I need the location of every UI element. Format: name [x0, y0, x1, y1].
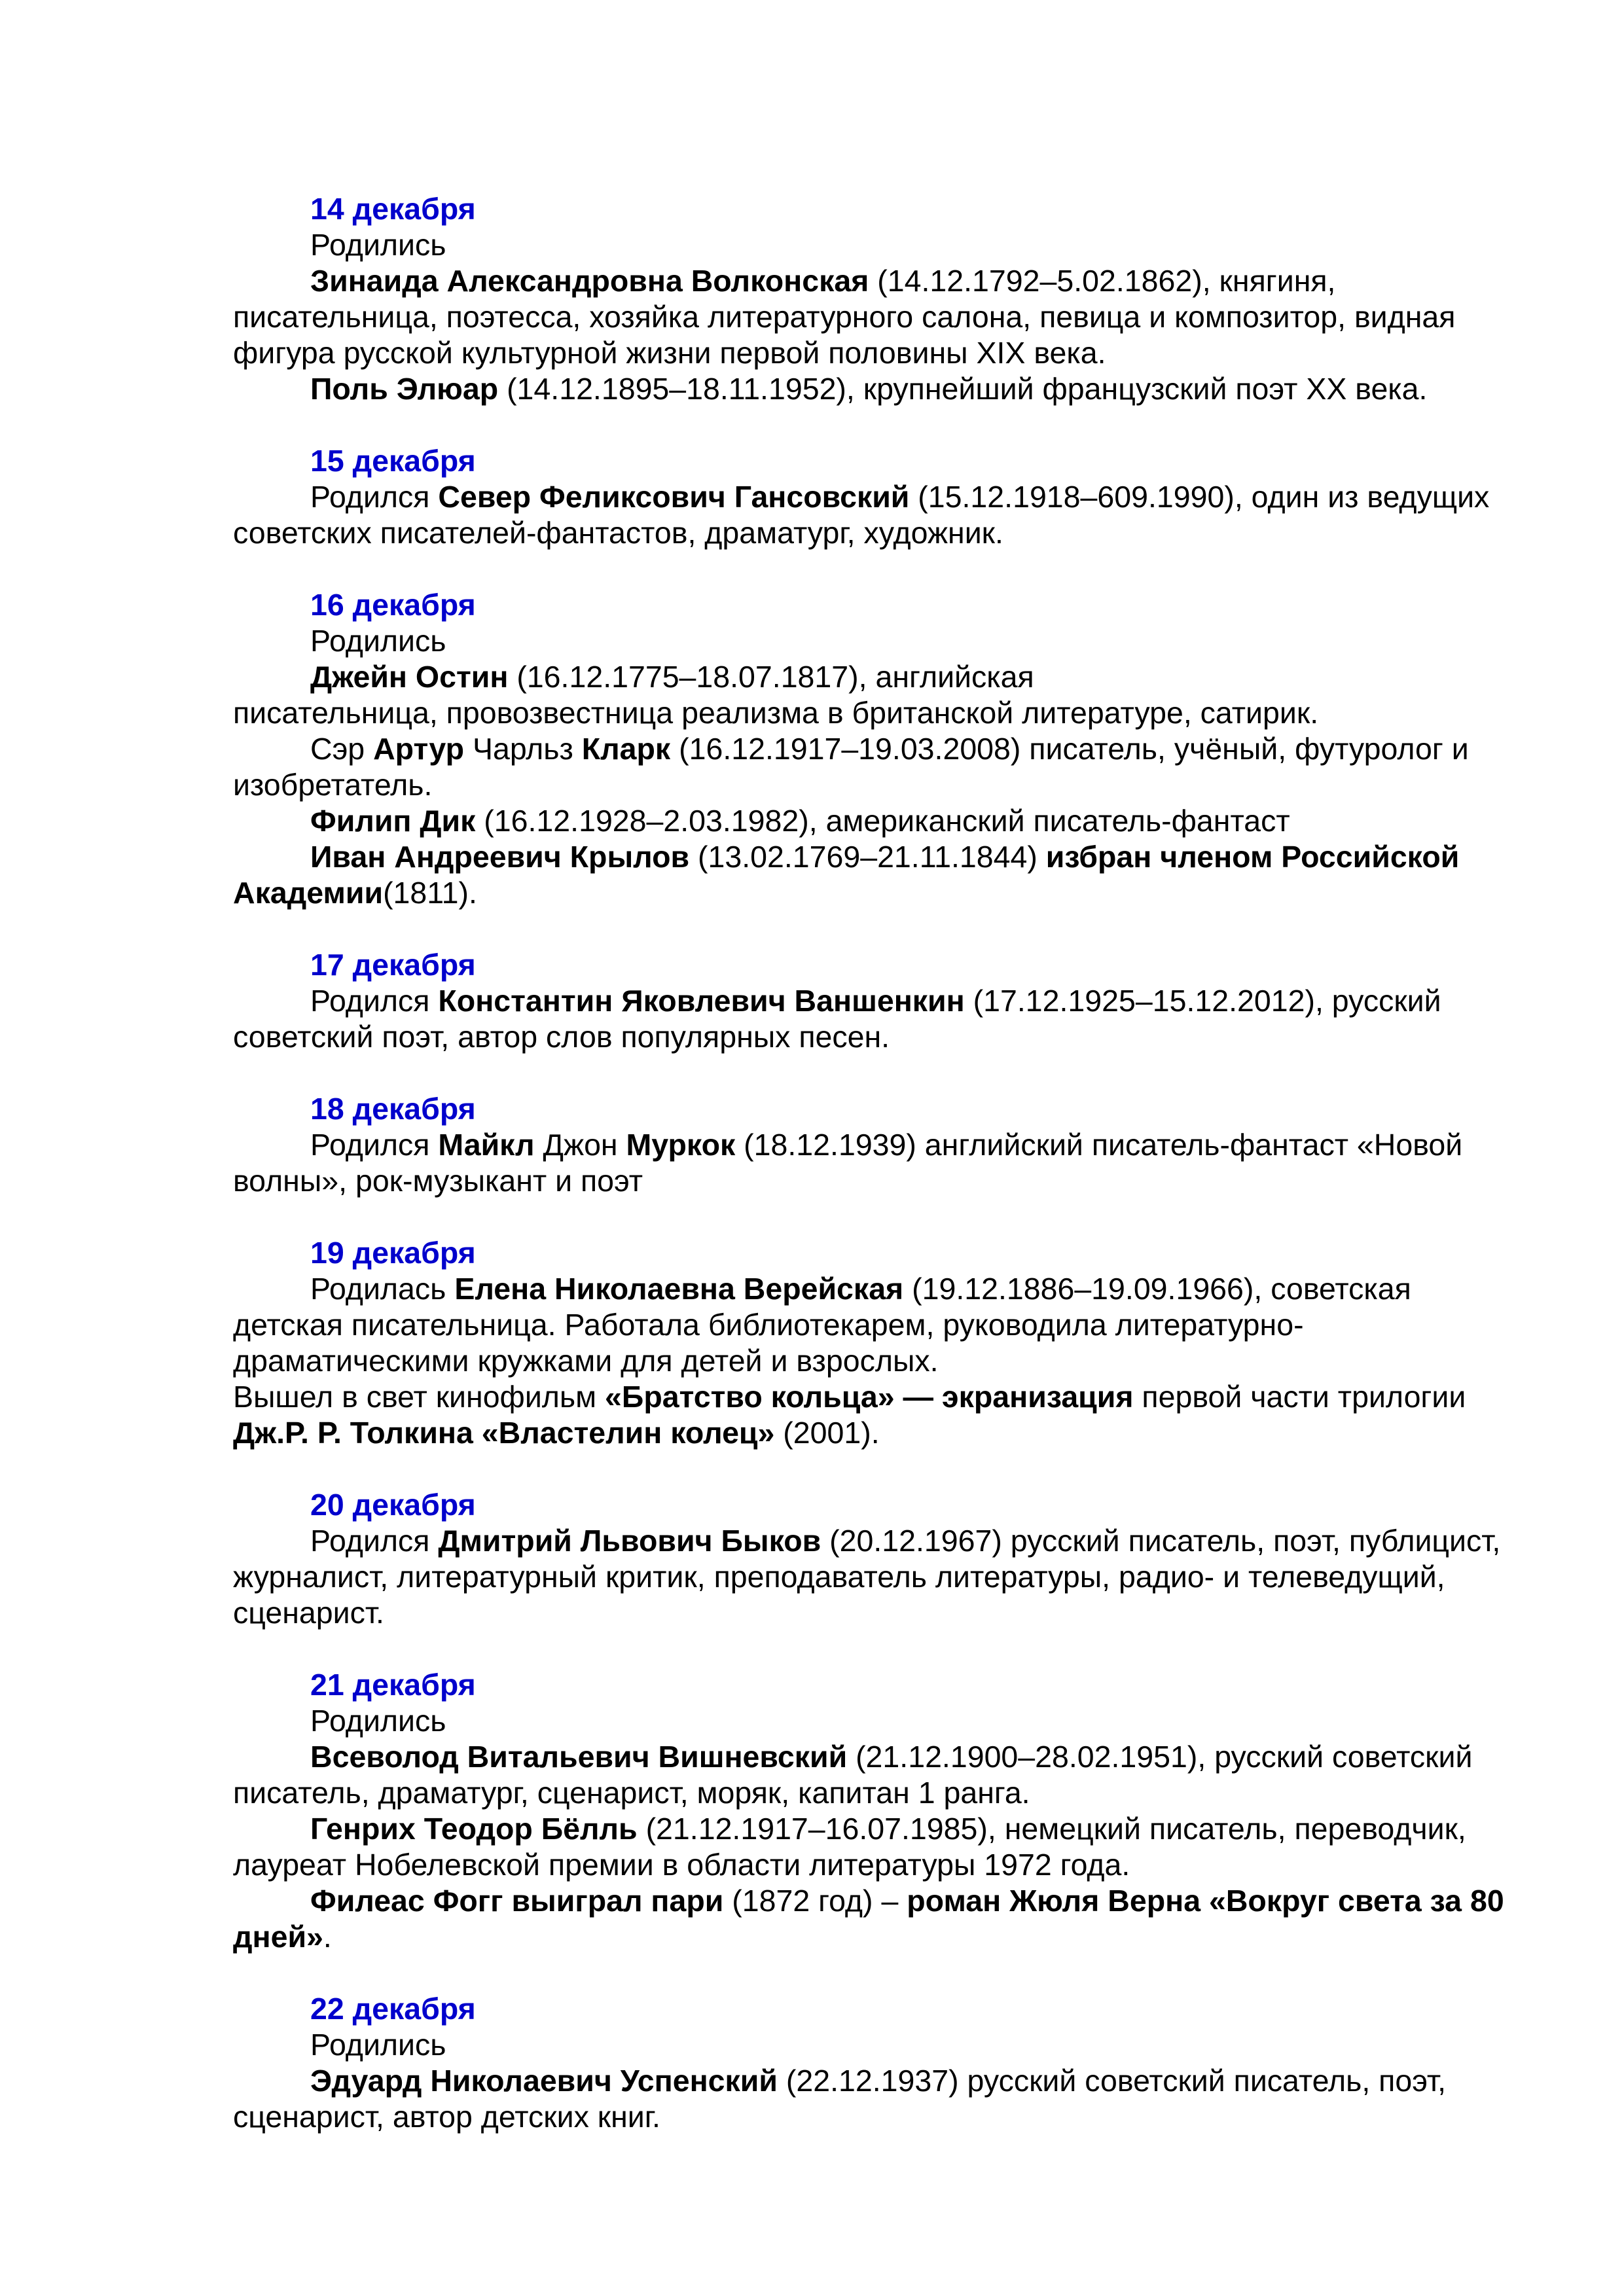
paragraph — [233, 1379, 1516, 1451]
date-heading: 21 декабря — [310, 1668, 476, 1702]
paragraph — [233, 263, 1516, 371]
bold-text: роман Жюля Верна «Вокруг света за 80 дней» — [233, 1884, 1504, 1954]
paragraph — [233, 1703, 1516, 1739]
date-entry — [233, 1091, 1516, 1199]
date-heading: 16 декабря — [310, 588, 476, 622]
text-run: (20.12.1967) русский писатель, поэт, публицист, журналист, литературный критик, преподаватель литературы, радио- и телеведущий, сценарист. — [233, 1524, 1501, 1630]
text-run: (2001). — [774, 1416, 880, 1450]
paragraph — [233, 839, 1516, 911]
bold-text: Эдуард Николаевич Успенский — [310, 2064, 778, 2098]
text-run: Родились — [310, 228, 446, 262]
date-heading: 17 декабря — [310, 948, 476, 982]
text-run: Джон — [534, 1128, 626, 1162]
bold-text: Филеас Фогг выиграл пари — [310, 1884, 724, 1918]
bold-text: Дмитрий Львович Быков — [438, 1524, 821, 1558]
date-heading: 22 декабря — [310, 1992, 476, 2026]
text-run: Родился — [310, 984, 439, 1018]
document-body — [233, 191, 1516, 2171]
text-run: . — [323, 1920, 332, 1954]
date-entry — [233, 1991, 1516, 2135]
paragraph — [233, 2027, 1516, 2063]
paragraph — [233, 1811, 1516, 1883]
text-run: (21.12.1917–16.07.1985), немецкий писатель, переводчик, лауреат Нобелевской премии в области литературы 1972 года. — [233, 1812, 1466, 1882]
bold-text: «Братство кольца» — экранизация — [605, 1380, 1134, 1414]
bold-text: Генрих Теодор Бёлль — [310, 1812, 638, 1846]
bold-text: Майкл — [438, 1128, 535, 1162]
paragraph — [233, 803, 1516, 839]
text-run: Родились — [310, 1704, 446, 1738]
text-run: (18.12.1939) английский писатель-фантаст «Новой волны», рок-музыкант и поэт — [233, 1128, 1463, 1198]
bold-text: Артур — [373, 732, 465, 766]
paragraph — [233, 227, 1516, 263]
date-heading: 15 декабря — [310, 444, 476, 478]
bold-text: Дж.Р. Р. Толкина «Властелин колец» — [233, 1416, 775, 1450]
bold-text: Джейн Остин — [310, 660, 509, 694]
paragraph — [233, 695, 1516, 731]
date-entry — [233, 1487, 1516, 1631]
text-run: (14.12.1792–5.02.1862), княгиня, писательница, поэтесса, хозяйка литературного салона, певица и композитор, видная фигура русской культурной жизни первой половины XIX века. — [233, 264, 1456, 370]
text-run: (15.12.1918–609.1990), один из ведущих советских писателей-фантастов, драматург, художник. — [233, 480, 1490, 550]
date-entry — [233, 587, 1516, 911]
paragraph — [233, 731, 1516, 803]
date-entry — [233, 1667, 1516, 1955]
paragraph — [233, 371, 1516, 407]
date-heading: 19 декабря — [310, 1236, 476, 1270]
paragraph — [233, 1739, 1516, 1811]
text-run: (1811). — [383, 876, 477, 910]
text-run: Родились — [310, 624, 446, 658]
bold-text: Всеволод Витальевич Вишневский — [310, 1740, 848, 1774]
paragraph — [233, 623, 1516, 659]
bold-text: Север Феликсович Гансовский — [438, 480, 910, 514]
paragraph — [233, 1523, 1516, 1631]
paragraph — [233, 1127, 1516, 1199]
text-run: (19.12.1886–19.09.1966), советская детская писательница. Работала библиотекарем, руководила литературно-драматическими кружками для детей и взрослых. — [233, 1272, 1411, 1378]
bold-text: Филип Дик — [310, 804, 476, 838]
bold-text: Зинаида Александровна Волконская — [310, 264, 869, 298]
bold-text: Кларк — [581, 732, 671, 766]
text-run: Родился — [310, 1524, 439, 1558]
text-run: (14.12.1895–18.11.1952), крупнейший французский поэт XX века. — [498, 372, 1428, 406]
text-run: первой части трилогии — [1133, 1380, 1466, 1414]
text-run: Чарльз — [464, 732, 582, 766]
paragraph — [233, 2063, 1516, 2135]
text-run: Родилась — [310, 1272, 455, 1306]
date-entry — [233, 191, 1516, 407]
text-run: (16.12.1917–19.03.2008) писатель, учёный, футуролог и изобретатель. — [233, 732, 1469, 802]
text-run: Родился — [310, 1128, 439, 1162]
bold-text: Поль Элюар — [310, 372, 499, 406]
text-run: Родился — [310, 480, 439, 514]
text-run: писательница, провозвестница реализма в британской литературе, сатирик. — [233, 696, 1319, 730]
paragraph — [233, 983, 1516, 1055]
paragraph — [233, 479, 1516, 551]
bold-text: Иван Андреевич Крылов — [310, 840, 690, 874]
text-run: (16.12.1928–2.03.1982), американский писатель-фантаст — [475, 804, 1290, 838]
bold-text: Елена Николаевна Верейская — [454, 1272, 904, 1306]
date-entry — [233, 947, 1516, 1055]
bold-text: Муркок — [626, 1128, 736, 1162]
paragraph — [233, 1883, 1516, 1955]
date-heading: 20 декабря — [310, 1488, 476, 1522]
bold-text: Константин Яковлевич Ваншенкин — [438, 984, 965, 1018]
text-run: (1872 год) – — [723, 1884, 907, 1918]
paragraph — [233, 1271, 1516, 1379]
text-run: (22.12.1937) русский советский писатель, поэт, сценарист, автор детских книг. — [233, 2064, 1446, 2134]
paragraph — [233, 659, 1516, 695]
bold-text: избран членом Российской Академии — [233, 840, 1460, 910]
text-run: (13.02.1769–21.11.1844) — [689, 840, 1046, 874]
date-entry — [233, 1235, 1516, 1451]
text-run: Родились — [310, 2028, 446, 2062]
text-run: (16.12.1775–18.07.1817), английская — [508, 660, 1034, 694]
date-entry — [233, 443, 1516, 551]
text-run: Вышел в свет кинофильм — [233, 1380, 605, 1414]
date-heading: 14 декабря — [310, 192, 476, 226]
date-heading: 18 декабря — [310, 1092, 476, 1126]
text-run: (17.12.1925–15.12.2012), русский советский поэт, автор слов популярных песен. — [233, 984, 1441, 1054]
text-run: Сэр — [310, 732, 374, 766]
text-run: (21.12.1900–28.02.1951), русский советский писатель, драматург, сценарист, моряк, капитан 1 ранга. — [233, 1740, 1473, 1810]
